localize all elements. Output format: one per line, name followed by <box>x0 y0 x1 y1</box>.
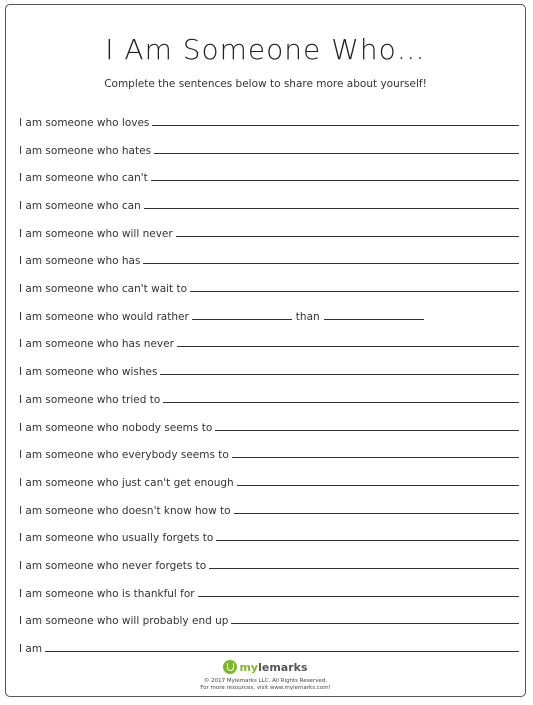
prompt-row <box>19 224 519 240</box>
answer-line[interactable] <box>177 345 519 347</box>
answer-line[interactable] <box>176 235 519 237</box>
answer-line[interactable] <box>143 262 519 264</box>
prompt-label: I am someone who can't <box>19 172 148 184</box>
prompt-row <box>19 362 519 378</box>
prompt-label: I am someone who wishes <box>19 366 158 378</box>
answer-line[interactable] <box>45 650 519 652</box>
prompt-label: I am someone who is thankful for <box>19 588 195 600</box>
prompt-label: I am someone who has never <box>19 338 174 350</box>
worksheet-page <box>5 4 526 697</box>
prompt-label: I am someone who hates <box>19 145 152 157</box>
answer-line[interactable] <box>160 373 519 375</box>
answer-line[interactable] <box>232 456 519 458</box>
prompt-row <box>19 279 519 295</box>
prompt-row <box>19 445 519 461</box>
prompt-row <box>19 501 519 517</box>
prompt-row <box>19 584 519 600</box>
prompt-label: I am someone who everybody seems to <box>19 449 229 461</box>
prompt-row <box>19 334 519 350</box>
answer-line[interactable] <box>209 567 519 569</box>
prompt-label: I am someone who will probably end up <box>19 615 229 627</box>
prompt-label: I am someone who doesn't know how to <box>19 505 231 517</box>
answer-line[interactable] <box>215 429 519 431</box>
answer-line[interactable] <box>151 179 519 181</box>
logo-text-my: my <box>239 660 259 674</box>
prompt-row <box>19 251 519 267</box>
answer-line[interactable] <box>163 401 519 403</box>
prompt-label: I am someone who has <box>19 255 141 267</box>
prompt-label: I am someone who loves <box>19 117 150 129</box>
prompt-row <box>19 168 519 184</box>
answer-line[interactable] <box>198 595 519 597</box>
prompt-row <box>19 556 519 572</box>
answer-line[interactable] <box>152 124 519 126</box>
answer-line[interactable] <box>237 484 519 486</box>
prompt-label: I am someone who can't wait to <box>19 283 188 295</box>
answer-line[interactable] <box>216 539 519 541</box>
prompt-row <box>19 418 519 434</box>
answer-line[interactable] <box>154 152 519 154</box>
answer-line[interactable] <box>190 290 519 292</box>
prompt-row <box>19 473 519 489</box>
prompt-label: I am someone who would rather <box>19 311 189 323</box>
page-title: I Am Someone Who… <box>105 33 426 66</box>
answer-line-second[interactable] <box>324 318 424 320</box>
footer <box>6 659 525 692</box>
answer-line[interactable] <box>231 622 519 624</box>
prompt-label: I am someone who nobody seems to <box>19 422 213 434</box>
copyright-text: © 2017 Mylemarks LLC. All Rights Reserved. <box>203 678 328 684</box>
prompt-label: I am someone who can <box>19 200 141 212</box>
answer-line[interactable] <box>234 512 519 514</box>
prompt-label: I am <box>19 643 43 655</box>
prompt-row <box>19 528 519 544</box>
page-subtitle: Complete the sentences below to share more about yourself! <box>104 78 427 90</box>
prompt-row-rather <box>19 307 519 323</box>
answer-line[interactable] <box>144 207 519 209</box>
prompt-row <box>19 141 519 157</box>
prompt-row <box>19 639 519 655</box>
prompt-row <box>19 113 519 129</box>
prompt-label: I am someone who tried to <box>19 394 161 406</box>
prompt-row <box>19 196 519 212</box>
prompt-label: I am someone who never forgets to <box>19 560 207 572</box>
logo-mark-icon <box>223 660 237 674</box>
prompt-label: I am someone who usually forgets to <box>19 532 214 544</box>
logo-text-rest: lemarks <box>258 660 308 674</box>
resources-text: For more resources, visit www.mylemarks.com! <box>200 685 331 691</box>
than-label: than <box>295 311 320 323</box>
prompt-row <box>19 390 519 406</box>
answer-line-first[interactable] <box>192 318 292 320</box>
mylemarks-logo <box>223 660 307 674</box>
prompt-label: I am someone who just can't get enough <box>19 477 234 489</box>
prompt-label: I am someone who will never <box>19 228 173 240</box>
prompt-row <box>19 611 519 627</box>
